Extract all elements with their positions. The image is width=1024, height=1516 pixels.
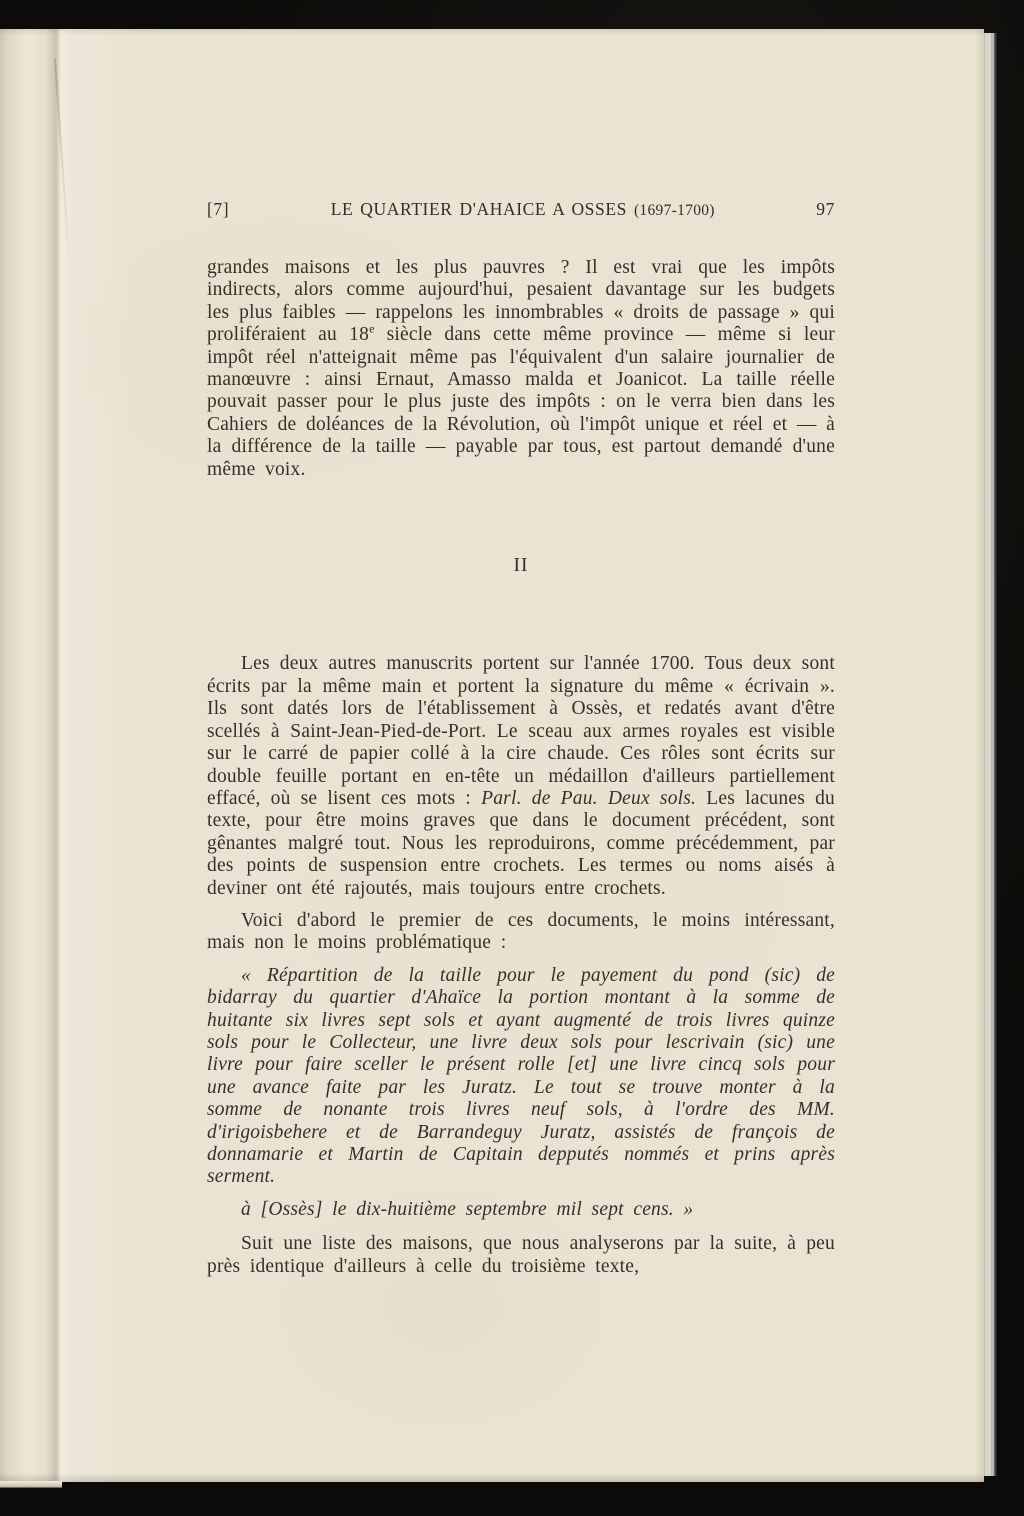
header-title: LE QUARTIER D'AHAICE A OSSES <box>330 199 627 219</box>
paragraph-taxes-text-b: siècle dans cette même province — même si leur impôt réel n'atteignait même pas l'équivalent d'un salaire journalier de manœuvre : ainsi Ernaut, Amasso malda et Joanicot. La taille réelle pouvait passer pour le plus juste des impôts : on le verra bien dans les Cahiers de doléances de la Révolution, où l'impôt unique et réel et — à la différence de la taille — payable par tous, est partout demandé d'une même voix. <box>207 324 835 480</box>
paragraph-taxes <box>207 257 835 481</box>
paragraph-manuscripts-text-a: Les deux autres manuscrits portent sur l'année 1700. Tous deux sont écrits par la même main et portent la signature du même « écrivain ». Ils sont datés lors de l'établissement à Ossès, et redatés avant d'être scellés à Saint-Jean-Pied-de-Port. Le sceau aux armes royales est visible sur le carré de papier collé à la cire chaude. Ces rôles sont écrits sur double feuille portant en en-tête un médaillon d'ailleurs partiellement effacé, où se lisent ces mots : <box>207 653 835 809</box>
section-heading: II <box>513 555 529 577</box>
paragraph-intro-document: Voici d'abord le premier de ces documents, le moins intéressant, mais non le moins problématique : <box>207 909 835 954</box>
page-crease <box>54 59 71 269</box>
quote-dateline: à [Ossès] le dix-huitième septembre mil sept cens. » <box>241 1198 694 1220</box>
header-title-wrap <box>229 199 816 221</box>
book-page <box>0 29 984 1482</box>
paragraph-list-of-houses: Suit une liste des maisons, que nous analyserons par la suite, à peu près identique d'ailleurs à celle du troisième texte, <box>207 1233 835 1277</box>
paragraph-manuscripts <box>207 653 835 899</box>
superscript-e: e <box>369 321 375 336</box>
page-stack-edge <box>984 33 997 1476</box>
header-section-number: [7] <box>207 199 230 219</box>
paragraph-manuscripts-text-b: Les lacunes du texte, pour être moins graves que dans le document précédent, sont gênantes malgré tout. Nous les reproduirons, comme précédemment, par des points de suspension entre crochets. Les termes ou noms aisés à deviner ont été rajoutés, mais toujours entre crochets. <box>207 787 835 899</box>
paragraph-manuscripts-italic: Parl. de Pau. Deux sols. <box>481 787 697 809</box>
under-page-sliver <box>0 1481 62 1488</box>
quote-paragraph: « Répartition de la taille pour le payement du pond (sic) de bidarray du quartier d'Ahaïce la portion montant à la somme de huitante six livres sept sols et ayant augmenté de trois livres quinze sols pour le Collecteur, une livre deux sols pour lescrivain (sic) une livre pour faire sceller le présent rolle [et] une livre cincq sols pour une avance faite par les Juratz. Le tout se trouve monter à la somme de nonante trois livres neuf sols, à l'ordre des MM. d'irigoisbehere et de Barrandeguy Juratz, assistés de françois de donnamarie et Martin de Capitain depputés nommés et prins après serment. <box>207 964 835 1188</box>
header-years: (1697-1700) <box>633 202 715 219</box>
header-page-number: 97 <box>816 199 835 219</box>
page-header <box>207 199 835 221</box>
body-text-column <box>207 199 835 1288</box>
paragraph-taxes-text-a: grandes maisons et les plus pauvres ? Il est vrai que les impôts indirects, alors comme aujourd'hui, pesaient davantage sur les budgets les plus faibles — rappelons les innombrables « droits de passage » qui proliféraient au 18 <box>207 257 835 346</box>
